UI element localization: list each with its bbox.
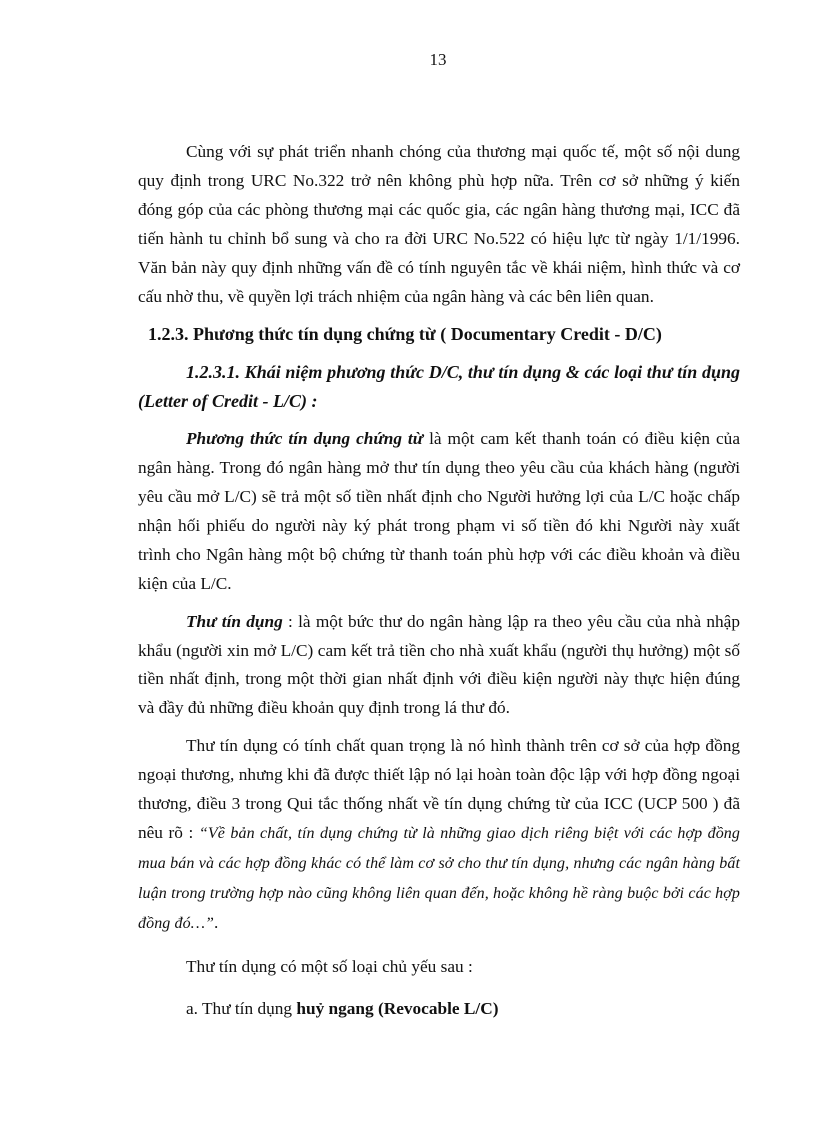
- paragraph-lc-types-intro: Thư tín dụng có một số loại chủ yếu sau :: [186, 956, 473, 976]
- lc-definition-text: : là một bức thư do ngân hàng lập ra theo yêu cầu của nhà nhập khẩu (người xin mở L/C) cam kết trả tiền cho nhà xuất khẩu (người thụ hưởng) một số tiền nhất định, trong một thời gian nhất định với điều kiện người này thực hiện đúng và đầy đủ những điều khoản quy định trong lá thư đó.: [138, 611, 740, 718]
- item-a-bold: huỷ ngang (Revocable L/C): [296, 999, 499, 1019]
- term-dc: Phương thức tín dụng chứng từ: [186, 429, 424, 449]
- item-a-prefix: a. Thư tín dụng: [186, 999, 297, 1019]
- quote-end: .: [214, 912, 219, 932]
- paragraph-urc-522: Cùng với sự phát triển nhanh chóng của thương mại quốc tế, một số nội dung quy định trong URC No.322 trở nên không phù hợp nữa. Trên cơ sở những ý kiến đóng góp của các phòng thương mại các quốc gia, các ngân hàng thương mại, ICC đã tiến hành tu chỉnh bổ sung và cho ra đời URC No.522 có hiệu lực từ ngày 1/1/1996. Văn bản này quy định những vấn đề có tính nguyên tắc về khái niệm, hình thức và cơ cấu nhờ thu, về quyền lợi trách nhiệm của ngân hàng và các bên liên quan.: [138, 142, 740, 306]
- document-body: [138, 138, 740, 1024]
- page-number: 13: [429, 50, 447, 69]
- dc-definition-text: là một cam kết thanh toán có điều kiện của ngân hàng. Trong đó ngân hàng mở thư tín dụng theo yêu cầu của khách hàng (người yêu cầu mở L/C) sẽ trả một số tiền nhất định cho Người hưởng lợi của L/C hoặc chấp nhận hối phiếu do người này ký phát trong phạm vi số tiền đó khi Người này xuất trình cho Ngân hàng một bộ chứng từ thanh toán phù hợp với các điều khoản và điều kiện của L/C.: [138, 429, 740, 593]
- paragraph-dc-definition: [138, 425, 740, 598]
- ucp-quote: “Về bản chất, tín dụng chứng từ là những giao dịch riêng biệt với các hợp đồng mua bán và các hợp đồng khác có thể làm cơ sở cho thư tín dụng, nhưng các ngân hàng bất luận trong trường hợp nào cũng không liên quan đến, hoặc không hề ràng buộc bởi các hợp đồng đó…”: [138, 824, 740, 932]
- subsection-heading-1-2-3-1: 1.2.3.1. Khái niệm phương thức D/C, thư tín dụng & các loại thư tín dụng (Letter of Credit - L/C) :: [138, 362, 740, 412]
- independence-text: Thư tín dụng có tính chất quan trọng là nó hình thành trên cơ sở của hợp đồng ngoại thương, nhưng khi đã được thiết lập nó lại hoàn toàn độc lập với hợp đồng ngoại thương, điều 3 trong Qui tắc thống nhất về tín dụng chứng từ của ICC (UCP 500 ) đã nêu rõ :: [138, 736, 740, 842]
- term-lc: Thư tín dụng: [186, 611, 283, 631]
- list-item-revocable-lc: [138, 995, 740, 1024]
- paragraph-lc-independence: [138, 732, 740, 938]
- section-heading-1-2-3: 1.2.3. Phương thức tín dụng chứng từ ( Documentary Credit - D/C): [148, 324, 662, 345]
- paragraph-lc-definition: [138, 608, 740, 724]
